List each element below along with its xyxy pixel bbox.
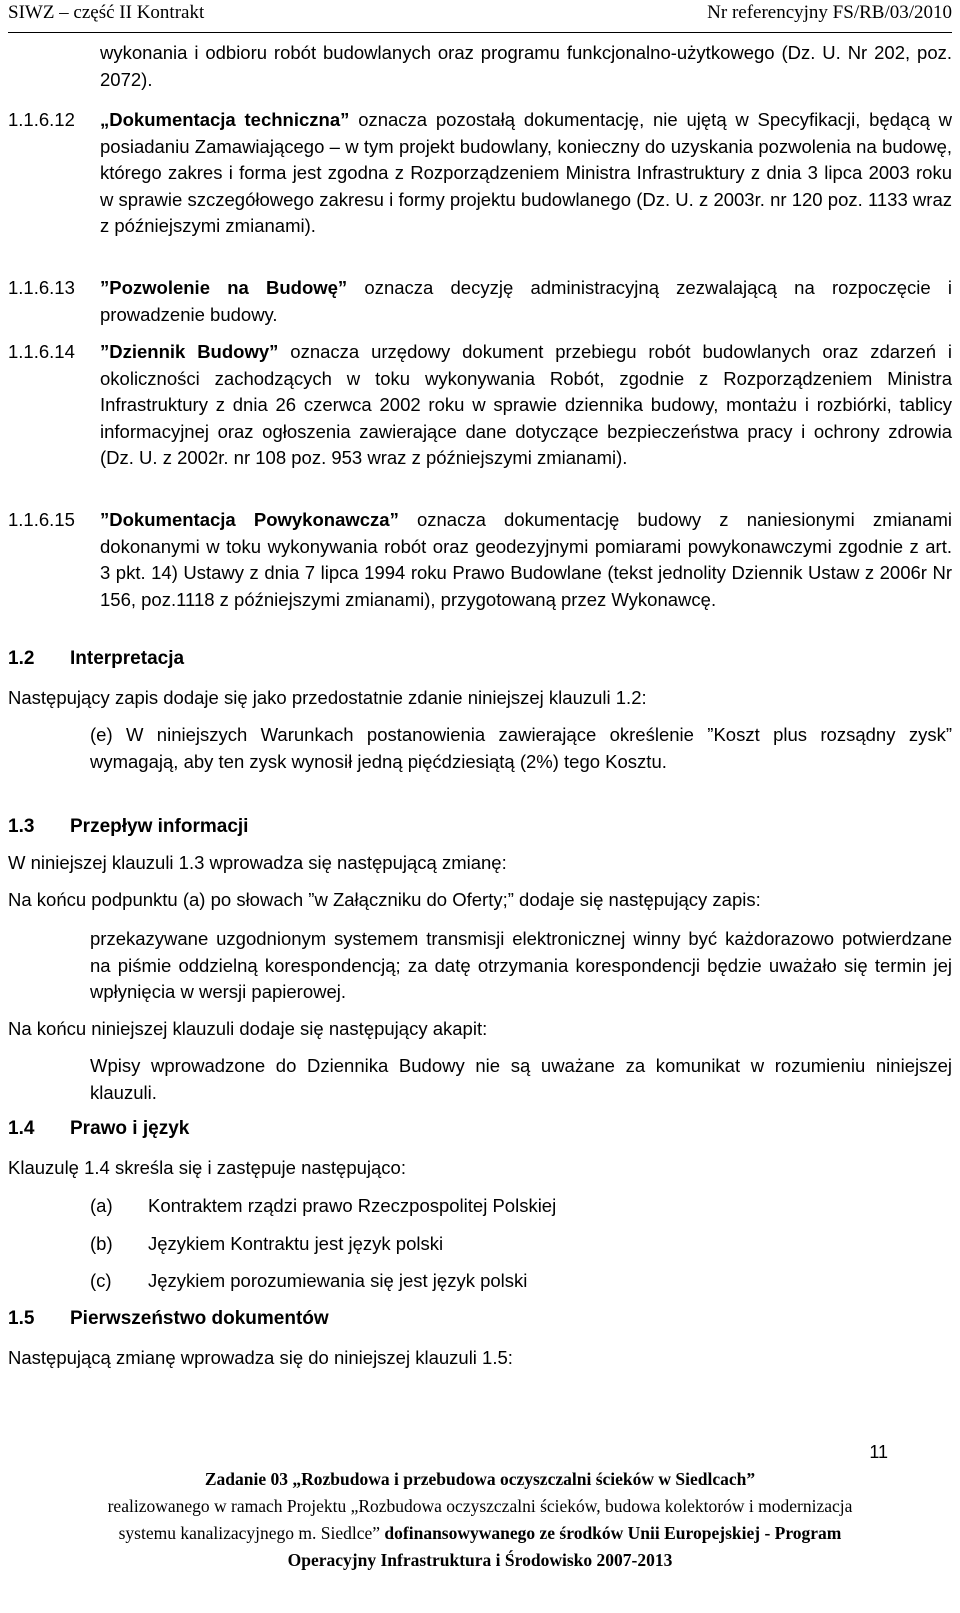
list-item [90, 1270, 527, 1292]
definition-number: 1.1.6.13 [8, 277, 75, 298]
list-item-text: Językiem porozumiewania się jest język polski [148, 1270, 528, 1291]
s14-paragraph: Klauzulę 1.4 skreśla się i zastępuje następująco: [8, 1157, 406, 1178]
header-divider [8, 32, 952, 33]
list-item-text: Kontraktem rządzi prawo Rzeczpospolitej Polskiej [148, 1195, 557, 1216]
footer-line-1: Zadanie 03 „Rozbudowa i przebudowa oczyszczalni ścieków w Siedlcach” [204, 1469, 756, 1489]
definition-1-1-6-15 [8, 507, 952, 613]
definition-term: ”Pozwolenie na Budowę” [100, 277, 348, 298]
definition-number: 1.1.6.14 [8, 341, 75, 362]
section-heading-1-4 [8, 1118, 189, 1140]
page-number: 11 [869, 1442, 888, 1462]
definition-text: oznacza decyzję administracyjną zezwalającą na rozpoczęcie i prowadzenie budowy. [100, 277, 952, 325]
definition-text: oznacza dokumentację budowy z naniesionymi zmianami dokonanymi w toku wykonywania robót oraz geodezyjnymi pomiarami powykonawczymi zgodnie z art. 3 pkt. 14) Ustawy z dnia 7 lipca 1994 roku Prawo Budowlane (tekst jednolity Dziennik Ustaw z 2006r Nr 156, poz.1118 z późniejszymi zmianami), przygotowaną przez Wykonawcę. [100, 509, 952, 610]
section-number: 1.2 [8, 648, 35, 669]
section-heading-1-5 [8, 1308, 329, 1330]
footer-line-4: Operacyjny Infrastruktura i Środowisko 2007-2013 [287, 1550, 673, 1570]
section-number: 1.5 [8, 1308, 35, 1329]
section-title: Interpretacja [70, 648, 185, 669]
definition-number: 1.1.6.15 [8, 509, 75, 530]
s13-quote-1: przekazywane uzgodnionym systemem transmisji elektronicznej winny być każdorazowo potwierdzane na piśmie oddzielną korespondencją; za datę otrzymania korespondencji będzie uważało się termin jej wpłynięcia w wersji papierowej. [90, 928, 952, 1002]
definition-text: oznacza urzędowy dokument przebiegu robót budowlanych oraz zdarzeń i okoliczności zachodzących w toku wykonywania Robót, zgodnie z Rozporządzeniem Ministra Infrastruktury z dnia 26 czerwca 2002 roku w sprawie dziennika budowy, montażu i rozbiórki, tablicy informacyjnej oraz ogłoszenia zawierające dane dotyczące bezpieczeństwa pracy i ochrony zdrowia (Dz. U. z 2002r. nr 108 poz. 953 wraz z późniejszymi zmianami). [100, 341, 953, 468]
definition-1-1-6-12 [8, 107, 952, 240]
list-item-label: (c) [90, 1270, 112, 1291]
definition-text: oznacza pozostałą dokumentację, nie ujętą w Specyfikacji, będącą w posiadaniu Zamawiającego – w tym projekt budowlany, konieczny do uzyskania pozwolenia na budowę, którego zakres i forma jest zgodna z Rozporządzeniem Ministra Infrastruktury z dnia 3 lipca 2003 roku w sprawie szczegółowego zakresu i formy projektu budowlanego (Dz. U. z 2003r. nr 120 poz. 1133 wraz z późniejszymi zmianami). [100, 109, 953, 236]
s12-paragraph: Następujący zapis dodaje się jako przedostatnie zdanie niniejszej klauzuli 1.2: [8, 687, 647, 708]
s13-paragraph-1: W niniejszej klauzuli 1.3 wprowadza się następującą zmianę: [8, 852, 507, 873]
s13-paragraph-3: Na końcu niniejszej klauzuli dodaje się następujący akapit: [8, 1018, 488, 1039]
s12-quote: (e) W niniejszych Warunkach postanowienia zawierające określenie ”Koszt plus rozsądny zysk” wymagają, aby ten zysk wynosił jedną pięćdziesiątą (2%) tego Kosztu. [90, 724, 952, 772]
list-item [90, 1233, 443, 1255]
list-item [90, 1195, 556, 1217]
section-number: 1.3 [8, 816, 35, 837]
definition-term: ”Dziennik Budowy” [100, 341, 279, 362]
s13-paragraph-2: Na końcu podpunktu (a) po słowach ”w Załączniku do Oferty;” dodaje się następujący zapis: [8, 889, 761, 910]
section-heading-1-3 [8, 816, 248, 838]
section-heading-1-2 [8, 648, 184, 670]
list-item-label: (a) [90, 1195, 113, 1216]
page-header [8, 0, 952, 28]
section-title: Pierwszeństwo dokumentów [70, 1308, 329, 1329]
section-title: Prawo i język [70, 1118, 190, 1139]
footer-line-3a: systemu kanalizacyjnego m. Siedlce” [118, 1523, 381, 1543]
header-left: SIWZ – część II Kontrakt [8, 2, 205, 23]
footer-line-3b: dofinansowywanego ze środków Unii Europejskiej - Program [384, 1523, 842, 1543]
definition-1-1-6-14 [8, 339, 952, 472]
section-title: Przepływ informacji [70, 816, 249, 837]
list-item-label: (b) [90, 1233, 113, 1254]
page-footer [0, 1466, 960, 1574]
s13-quote-2: Wpisy wprowadzone do Dziennika Budowy nie są uważane za komunikat w rozumieniu niniejszej klauzuli. [90, 1055, 952, 1103]
section-number: 1.4 [8, 1118, 35, 1139]
header-right: Nr referencyjny FS/RB/03/2010 [707, 2, 952, 23]
list-item-text: Językiem Kontraktu jest język polski [148, 1233, 444, 1254]
definition-term: ”Dokumentacja Powykonawcza” [100, 509, 399, 530]
definition-number: 1.1.6.12 [8, 109, 75, 130]
footer-line-2: realizowanego w ramach Projektu „Rozbudowa oczyszczalni ścieków, budowa kolektorów i modernizacja [107, 1496, 853, 1516]
definition-term: „Dokumentacja techniczna” [100, 109, 350, 130]
s15-paragraph: Następującą zmianę wprowadza się do niniejszej klauzuli 1.5: [8, 1347, 513, 1368]
definition-1-1-6-13 [8, 275, 952, 328]
intro-paragraph: wykonania i odbioru robót budowlanych oraz programu funkcjonalno-użytkowego (Dz. U. Nr 202, poz. 2072). [100, 42, 952, 90]
